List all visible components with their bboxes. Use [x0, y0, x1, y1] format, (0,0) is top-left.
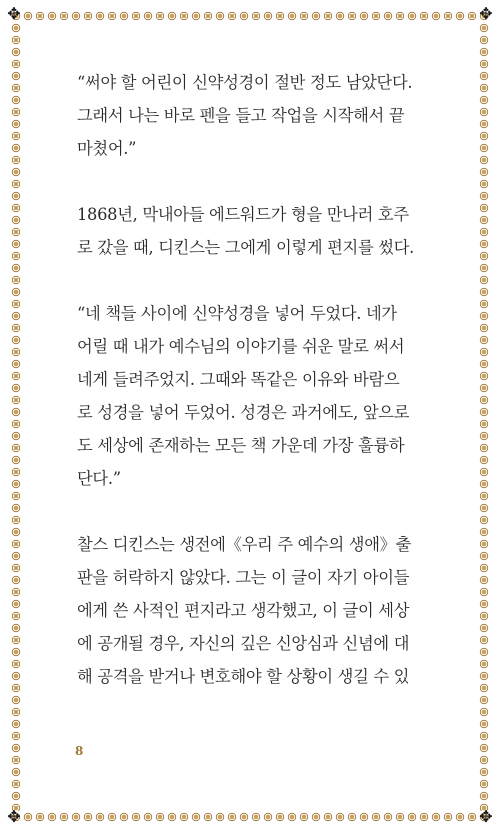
text-line: 네게 들려주었지. 그때와 똑같은 이유와 바람으 — [77, 370, 400, 389]
page-number: 8 — [75, 744, 84, 758]
body-text — [77, 66, 433, 693]
text-line: 마쳤어.” — [77, 139, 137, 158]
corner-ornament-icon: ✥ — [7, 4, 21, 23]
paragraph-quote-1 — [77, 66, 433, 165]
text-line: 1868년, 막내아들 에드워드가 형을 만나러 호주 — [77, 205, 409, 224]
text-line: 에 공개될 경우, 자신의 깊은 신앙심과 신념에 대 — [77, 634, 410, 653]
paragraph-quote-2 — [77, 297, 433, 495]
paragraph-narration-1 — [77, 198, 433, 264]
corner-ornament-icon: ✥ — [479, 4, 493, 23]
text-line: 해 공격을 받거나 변호해야 할 상황이 생길 수 있 — [77, 667, 410, 686]
border-bottom-ornament — [10, 811, 490, 823]
border-left-ornament — [10, 22, 22, 811]
border-right-ornament — [478, 22, 490, 811]
text-line: 단다.” — [77, 469, 121, 488]
border-top-ornament — [10, 10, 490, 22]
text-line: “네 책들 사이에 신약성경을 넣어 두었다. 네가 — [77, 304, 397, 323]
corner-ornament-icon: ✥ — [7, 807, 21, 826]
corner-ornament-icon: ✥ — [479, 807, 493, 826]
text-line: 로 갔을 때, 디킨스는 그에게 이렇게 편지를 썼다. — [77, 238, 415, 257]
text-line: 로 성경을 넣어 두었어. 성경은 과거에도, 앞으로 — [77, 403, 410, 422]
text-line: “써야 할 어린이 신약성경이 절반 정도 남았단다. — [77, 73, 413, 92]
text-line: 에게 쓴 사적인 편지라고 생각했고, 이 글이 세상 — [77, 601, 410, 620]
text-line: 판을 허락하지 않았다. 그는 이 글이 자기 아이들 — [77, 568, 410, 587]
text-line: 어릴 때 내가 예수님의 이야기를 쉬운 말로 써서 — [77, 337, 405, 356]
text-line: 찰스 디킨스는 생전에《우리 주 예수의 생애》출 — [77, 535, 412, 554]
text-line: 그래서 나는 바로 펜을 들고 작업을 시작해서 끝 — [77, 106, 405, 125]
paragraph-narration-2 — [77, 528, 433, 693]
text-line: 도 세상에 존재하는 모든 책 가운데 가장 훌륭하 — [77, 436, 405, 455]
